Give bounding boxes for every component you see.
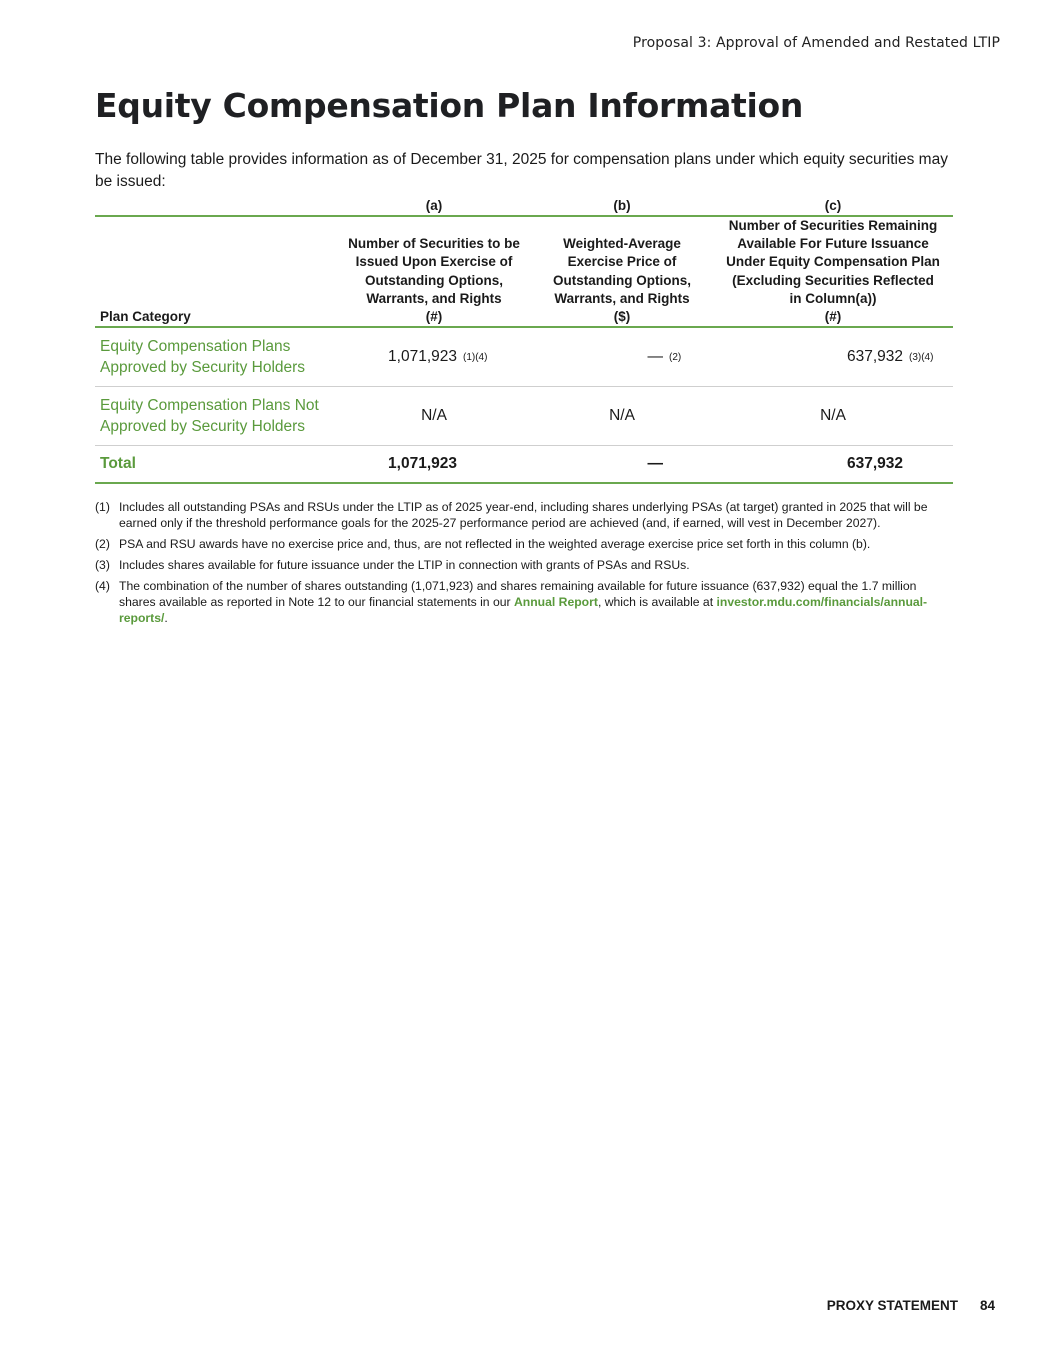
plan-category-header: Plan Category <box>95 216 337 327</box>
securities-issued-value: 1,071,923 <box>337 327 457 387</box>
exercise-price-value: — <box>531 327 663 387</box>
exercise-price-value: N/A <box>531 387 713 446</box>
footnotes <box>95 499 945 631</box>
table-row <box>95 387 953 446</box>
securities-issued-value: N/A <box>337 387 531 446</box>
footnote-item <box>95 499 945 531</box>
footnote-text: Includes all outstanding PSAs and RSUs under the LTIP as of 2025 year-end, including shares underlying PSAs (at target) granted in 2025 that will be earned only if the threshold performance goals for the 2025-27 performance period are achieved (and, if earned, will vest in December 2027). <box>119 500 928 530</box>
page-footer <box>827 1298 995 1313</box>
column-letter-a: (a) <box>425 198 443 213</box>
page-title: Equity Compensation Plan Information <box>95 86 804 125</box>
footnote-number: (3) <box>95 558 110 572</box>
running-header: Proposal 3: Approval of Amended and Restated LTIP <box>632 35 1000 51</box>
column-letter-b: (b) <box>613 198 631 213</box>
footnote-number: (2) <box>95 537 110 551</box>
column-c-header: Number of Securities Remaining Available For Future Issuance Under Equity Compensation Plan (Excluding Securities Reflected in Column(a)) (#) <box>713 216 953 327</box>
footnote-item <box>95 578 945 626</box>
column-letter-row <box>95 196 953 216</box>
total-row <box>95 446 953 484</box>
total-securities-issued: 1,071,923 <box>337 446 457 484</box>
investor-site-link[interactable]: investor.mdu.com/financials/annual-reports/ <box>119 595 928 625</box>
page-number: 84 <box>979 1298 995 1313</box>
plan-category-cell: Equity Compensation Plans Approved by Security Holders <box>95 327 337 387</box>
column-b-header: Weighted-Average Exercise Price of Outstanding Options, Warrants, and Rights ($) <box>531 216 713 327</box>
footnote-ref: (2) <box>663 327 713 387</box>
total-exercise-price: — <box>531 446 663 484</box>
table-row <box>95 327 953 387</box>
footnote-item <box>95 557 945 573</box>
column-header-row <box>95 216 953 327</box>
footnote-ref: (1)(4) <box>457 327 531 387</box>
securities-remaining-value: 637,932 <box>713 327 903 387</box>
total-securities-remaining: 637,932 <box>713 446 903 484</box>
total-label: Total <box>95 446 337 484</box>
footnote-text: The combination of the number of shares outstanding (1,071,923) and shares remaining available for future issuance (637,932) equal the 1.7 million shares available as reported in Note 12 to our financial statements in our Annual Report, which is available at investor.mdu.com/financials/annual-reports/. <box>119 579 928 625</box>
column-a-header: Number of Securities to be Issued Upon Exercise of Outstanding Options, Warrants, and Rights (#) <box>337 216 531 327</box>
annual-report-link[interactable]: Annual Report <box>513 595 598 609</box>
footnote-item <box>95 536 945 552</box>
plan-category-cell: Equity Compensation Plans Not Approved by Security Holders <box>95 387 337 446</box>
footnote-number: (4) <box>95 579 110 593</box>
equity-compensation-table <box>95 196 953 484</box>
footer-label: PROXY STATEMENT <box>826 1298 958 1313</box>
column-letter-c: (c) <box>824 198 842 213</box>
footnote-text: Includes shares available for future issuance under the LTIP in connection with grants of PSAs and RSUs. <box>119 558 690 572</box>
footnote-number: (1) <box>95 500 110 514</box>
intro-paragraph: The following table provides information as of December 31, 2025 for compensation plans under which equity securities may be issued: <box>95 151 948 190</box>
securities-remaining-value: N/A <box>713 387 953 446</box>
footnote-text: PSA and RSU awards have no exercise price and, thus, are not reflected in the weighted average exercise price set forth in this column (b). <box>119 537 871 551</box>
footnote-ref: (3)(4) <box>903 327 953 387</box>
